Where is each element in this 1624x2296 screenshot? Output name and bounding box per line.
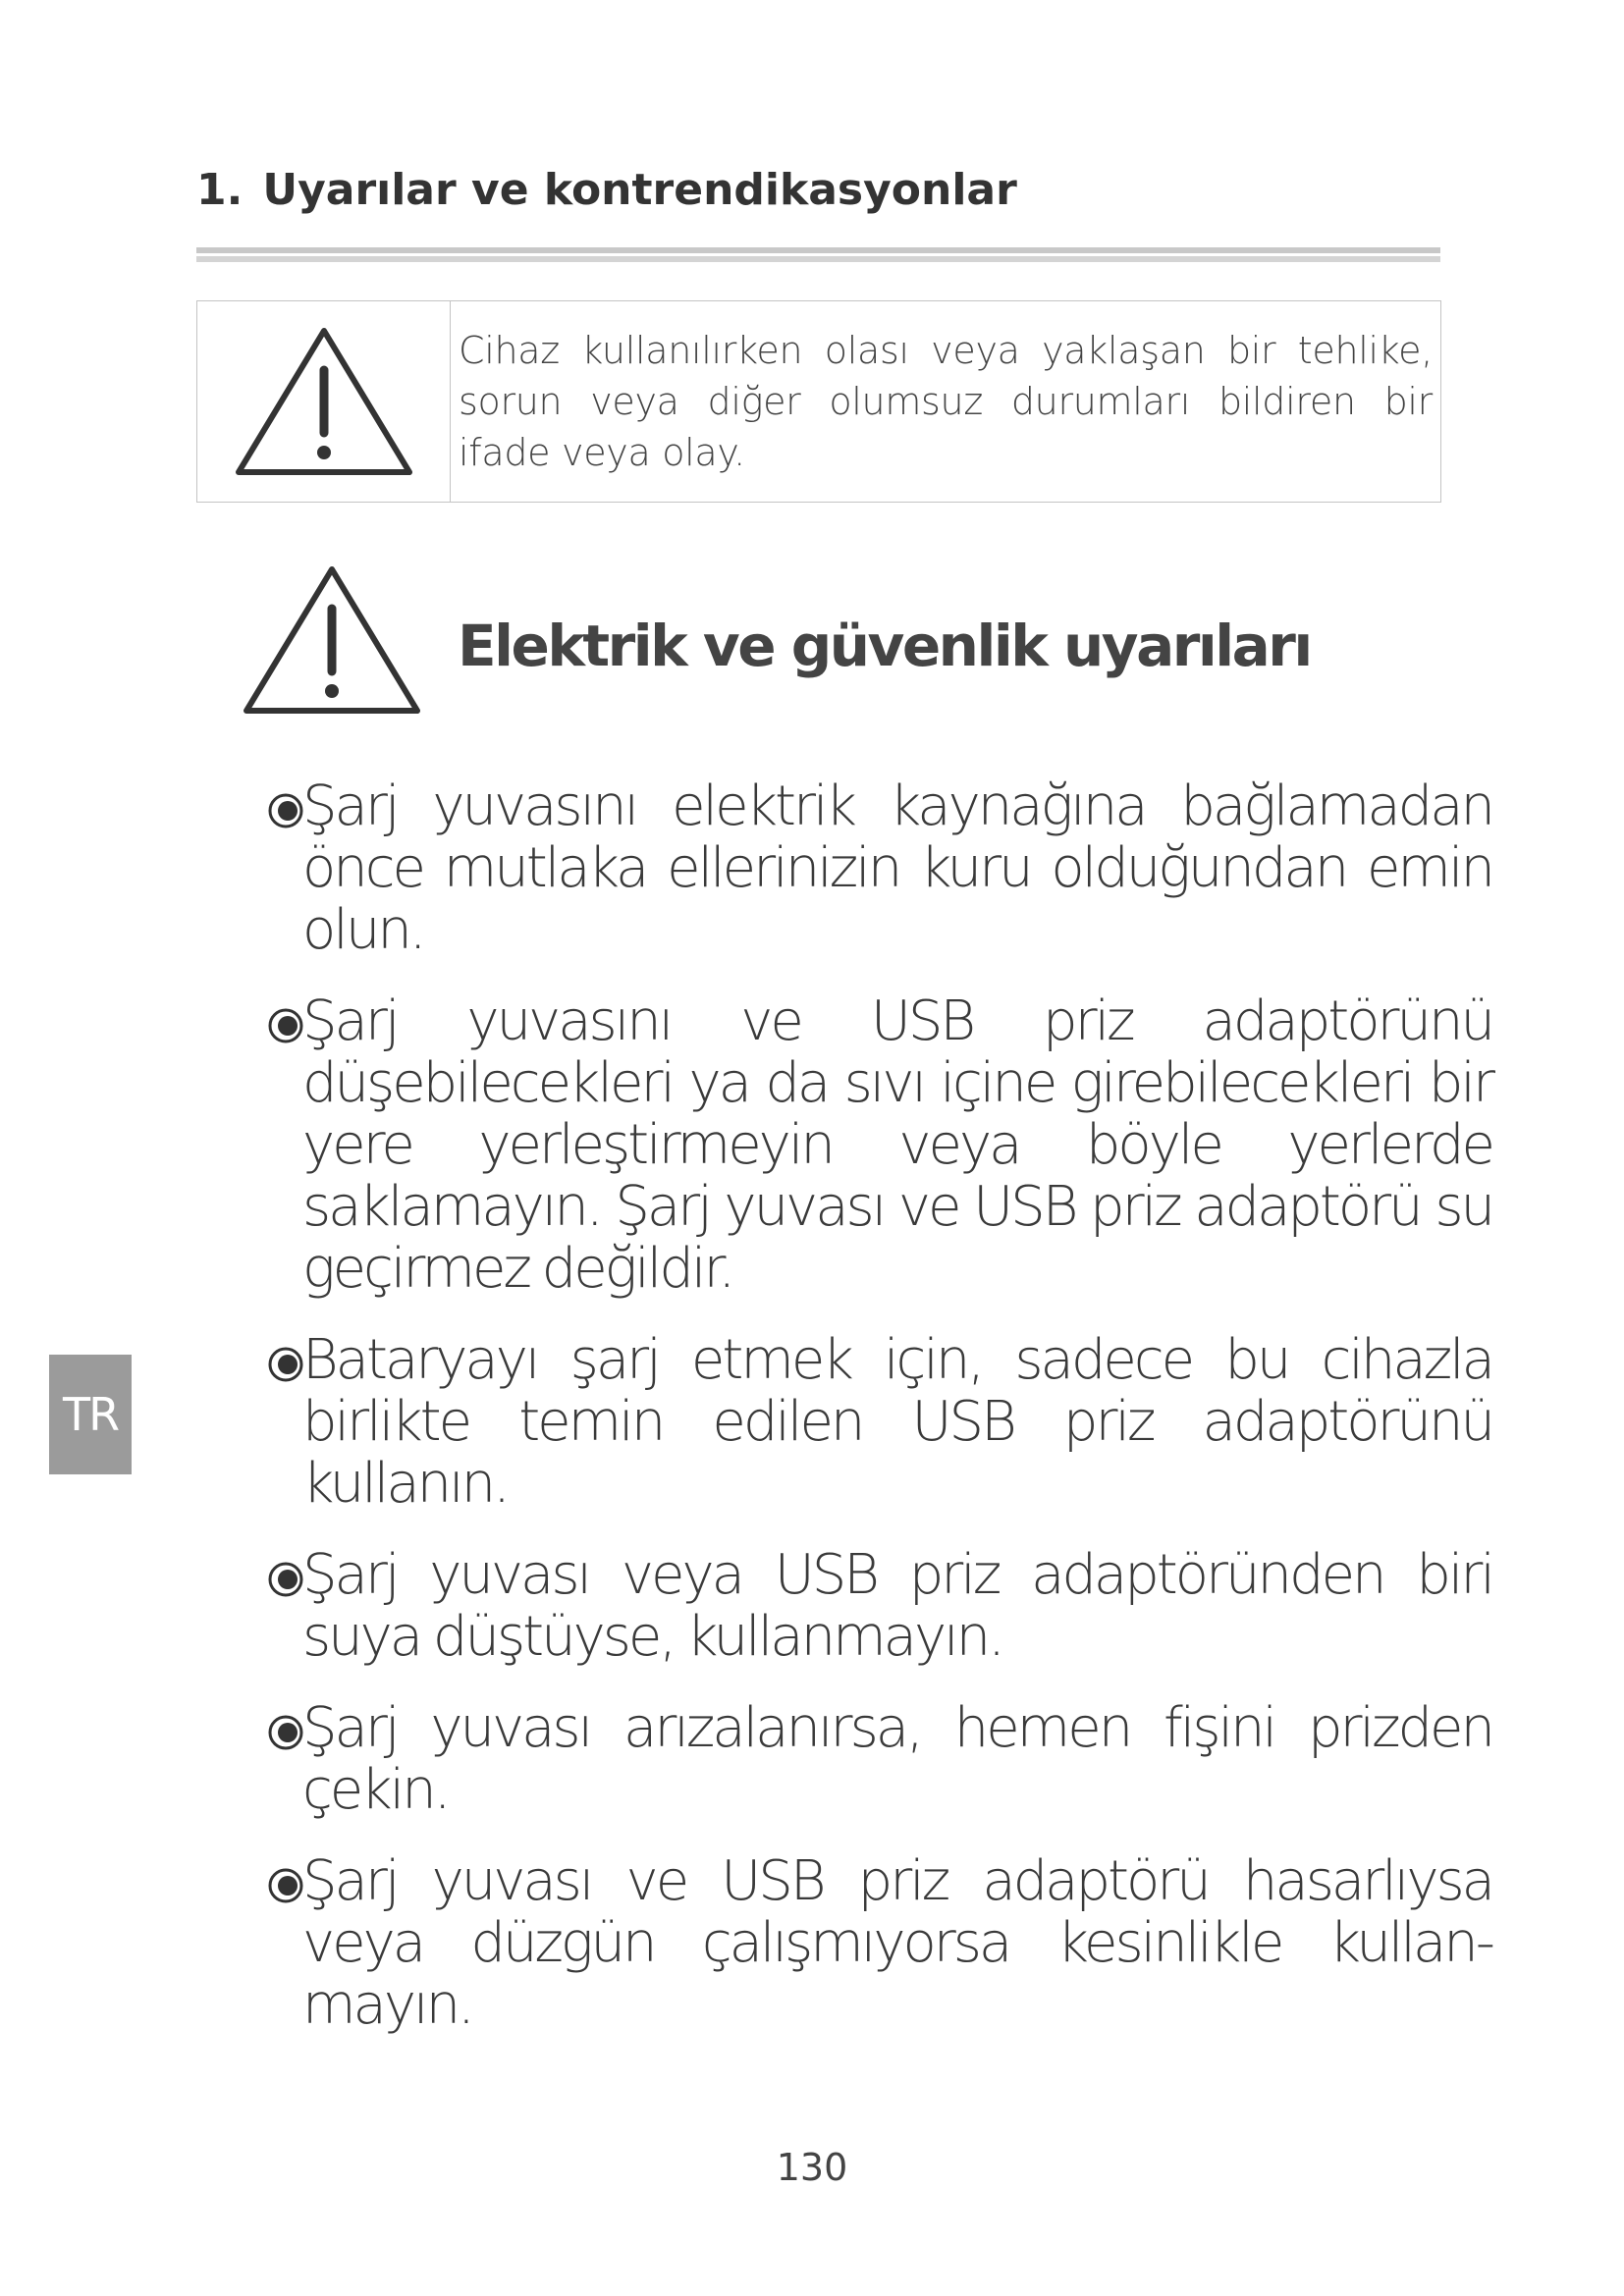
electrical-warnings-list (265, 775, 1492, 2065)
bullet-icon (267, 792, 304, 829)
bullet-icon (267, 1867, 304, 1904)
definition-box (196, 300, 1441, 503)
definition-icon-cell (197, 301, 451, 502)
list-item-text: Şarj yuvası ve USB priz adaptörü hasarlıysa veya düzgün çalışmıyorsa kesinlikle kullan-mayın. (302, 1849, 1492, 2037)
list-item-text: Şarj yuvasını ve USB priz adaptörünü düşebilecekleri ya da sıvı içine girebilecekleri bir yere yerleştirmeyin veya böyle yerlerde saklamayın. Şarj yuvası ve USB priz adaptörü su geçirmez değildir. (302, 989, 1492, 1301)
section-title-text: Uyarılar ve kontrendikasyonlar (262, 165, 1017, 215)
bullet-icon (267, 1346, 304, 1383)
language-tab: TR (49, 1355, 132, 1474)
warning-triangle-icon (242, 563, 422, 717)
list-item (265, 1850, 1492, 2036)
list-item (265, 1544, 1492, 1668)
list-item (265, 775, 1492, 961)
warning-triangle-icon (233, 323, 415, 480)
section-title (196, 165, 1017, 215)
list-item (265, 990, 1492, 1300)
title-divider (196, 247, 1440, 256)
list-item-text: Şarj yuvası veya USB priz adaptöründen biri suya düştüyse, kullanmayın. (302, 1543, 1492, 1669)
electrical-warnings-heading: Elektrik ve güvenlik uyarıları (458, 613, 1311, 679)
electrical-warnings-header (242, 563, 1420, 717)
definition-text: Cihaz kullanılırken olası veya yaklaşan bir tehlike, sorun veya diğer olumsuz durumları bildiren bir ifade veya olay. (459, 329, 1433, 474)
list-item (265, 1329, 1492, 1515)
list-item-text: Şarj yuvasını elektrik kaynağına bağlamadan önce mutlaka ellerinizin kuru olduğundan emin olun. (302, 774, 1492, 962)
bullet-icon (267, 1007, 304, 1044)
list-item (265, 1697, 1492, 1821)
bullet-icon (267, 1561, 304, 1598)
bullet-icon (267, 1714, 304, 1751)
list-item-text: Şarj yuvası arızalanırsa, hemen fişini prizden çekin. (302, 1696, 1492, 1822)
page-number: 130 (776, 2146, 848, 2189)
list-item-text: Bataryayı şarj etmek için, sadece bu cihazla birlikte temin edilen USB priz adaptörünü kullanın. (302, 1328, 1492, 1516)
section-number: 1. (196, 165, 244, 215)
